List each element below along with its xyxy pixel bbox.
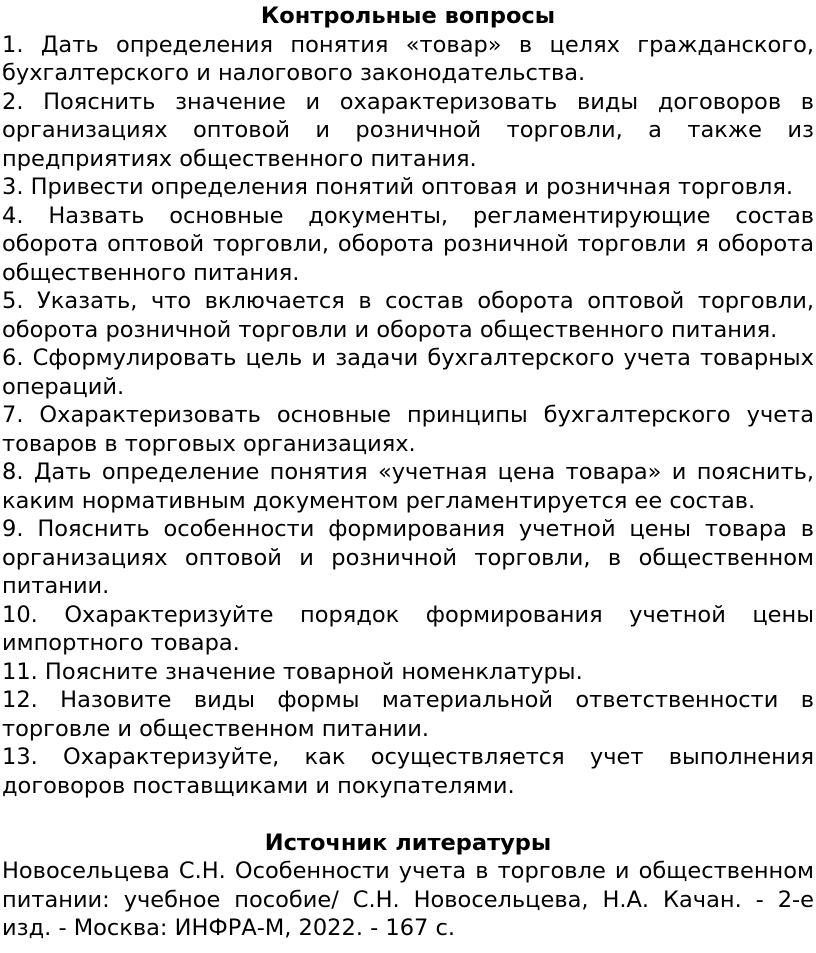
question-item: 11. Поясните значение товарной номенклатуры. (2, 658, 583, 685)
question-item: 5. Указать, что включается в состав оборота оптовой торговли, оборота розничной торговли и оборота общественного питания. (2, 288, 814, 343)
question-item: 8. Дать определение понятия «учетная цена товара» и пояснить, каким нормативным документом регламентируется ее состав. (2, 459, 814, 514)
question-item: 10. Охарактеризуйте порядок формирования учетной цены импортного товара. (2, 601, 814, 656)
question-item: 7. Охарактеризовать основные принципы бухгалтерского учета товаров в торговых организациях. (2, 402, 814, 457)
question-item: 6. Сформулировать цель и задачи бухгалтерского учета товарных операций. (2, 345, 814, 400)
question-item: 13. Охарактеризуйте, как осуществляется учет выполнения договоров поставщиками и покупателями. (2, 744, 814, 799)
references-heading: Источник литературы (264, 829, 552, 856)
question-item: 12. Назовите виды формы материальной ответственности в торговле и общественном питании. (2, 687, 814, 742)
question-item: 4. Назвать основные документы, регламентирующие состав оборота оптовой торговли, оборота розничной торговли я оборота общественного питания. (2, 202, 814, 286)
question-item: 9. Пояснить особенности формирования учетной цены товара в организациях оптовой и розничной торговли, в общественном питании. (2, 516, 814, 599)
question-item: 3. Привести определения понятий оптовая и розничная торговля. (2, 174, 794, 200)
document-page (2, 2, 814, 943)
question-item: 1. Дать определения понятия «товар» в целях гражданского, бухгалтерского и налогового законодательства. (2, 31, 814, 86)
questions-list (2, 31, 814, 801)
questions-heading: Контрольные вопросы (260, 3, 556, 29)
section-spacer (2, 800, 814, 829)
question-item: 2. Пояснить значение и охарактеризовать виды договоров в организациях оптовой и розничной торговли, а также из предприятиях общественного питания. (2, 88, 814, 172)
reference-entry: Новосельцева С.Н. Особенности учета в торговле и общественном питании: учебное пособие/ С.Н. Новосельцева, Н.А. Качан. - 2-е изд. - Москва: ИНФРА-М, 2022. - 167 с. (2, 858, 814, 941)
